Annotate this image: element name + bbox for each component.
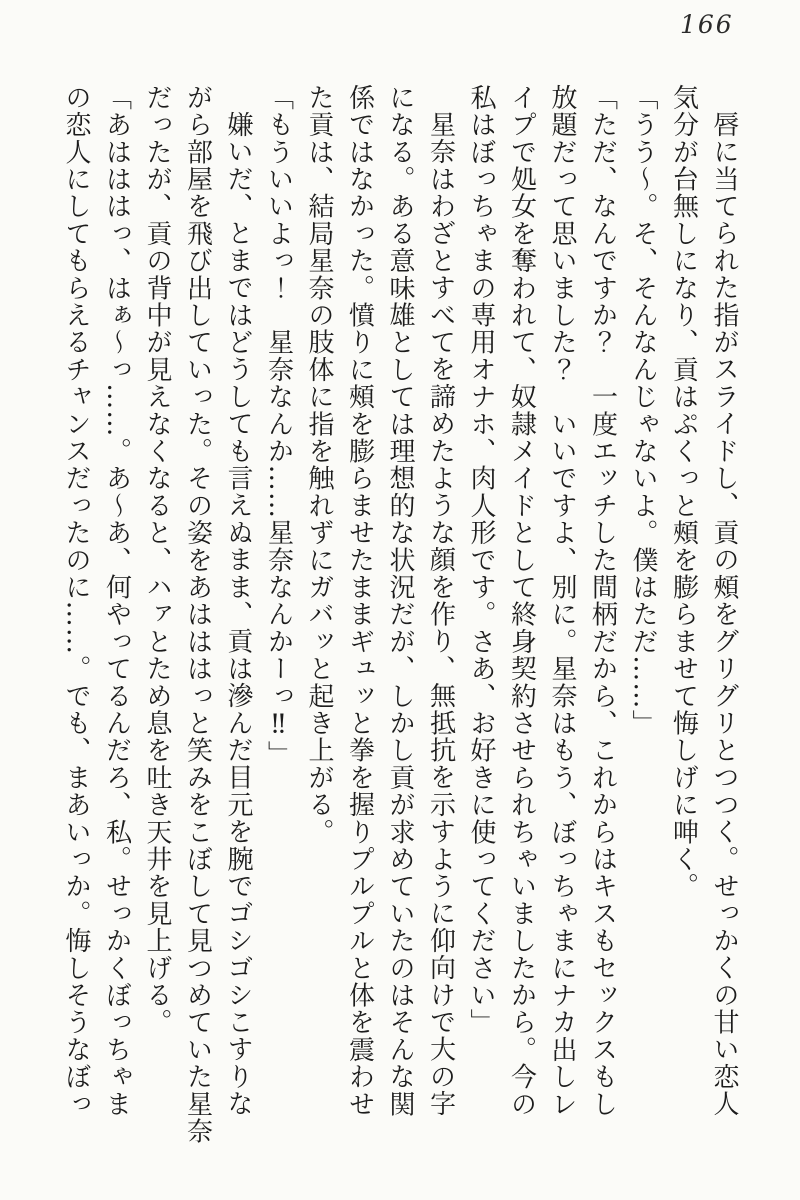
text-line: た貢は、結局星奈の肢体に指を触れずにガバッと起き上がる。 — [304, 84, 334, 846]
page-number: 166 — [680, 10, 734, 39]
text-block — [56, 84, 745, 1146]
text-line: がら部屋を飛び出していった。その姿をあはははっと笑みをこぼして見つめていた星奈 — [182, 84, 213, 1145]
text-line: になる。ある意味雄としては理想的な状況だが、しかし貢が求めていたのはそんな関 — [385, 84, 415, 1118]
text-line: 私はぼっちゃまの専用オナホ、肉人形です。さあ、お好きに使ってください」 — [466, 84, 496, 1036]
text-line: 「ただ、なんですか？ 一度エッチした間柄だから、これからはキスもセックスもし — [587, 84, 618, 1118]
text-line: 星奈はわざとすべてを諦めたような顔を作り、無抵抗を示すように仰向けで大の字 — [425, 111, 456, 1118]
text-line: 気分が台無しになり、貢はぷくっと頰を膨らませて悔しげに呻く。 — [668, 84, 699, 900]
text-line: 放題だって思いました？ いいですよ、別に。星奈はもう、ぼっちゃまにナカ出しレ — [547, 84, 577, 1118]
text-line: 「うう〜。そ、そんなんじゃないよ。僕はただ……」 — [628, 84, 658, 737]
text-line: 嫌いだ、とまではどうしても言えぬまま、貢は滲んだ目元を腕でゴシゴシこすりな — [223, 111, 253, 1118]
text-line: 係ではなかった。憤りに頰を膨らませたままギュッと拳を握りプルプルと体を震わせ — [344, 84, 375, 1118]
text-line: 唇に当てられた指がスライドし、貢の頰をグリグリとつつく。せっかくの甘い恋人 — [709, 111, 739, 1118]
text-line: の恋人にしてもらえるチャンスだったのに……。でも、まあいっか。悔しそうなぼっ — [61, 84, 91, 1118]
text-line: 「もういいよっ！ 星奈なんか……星奈なんかーっ‼」 — [263, 84, 294, 768]
text-line: だったが、貢の背中が見えなくなると、ハァとため息を吐き天井を見上げる。 — [142, 84, 172, 1036]
text-line: 「あはははっ、はぁ〜っ……。あ〜あ、何やってるんだろ、私。せっかくぼっちゃま — [101, 84, 132, 1118]
text-line: イプで処女を奪われて、奴隷メイドとして終身契約させられちゃいましたから。今の — [506, 84, 537, 1118]
